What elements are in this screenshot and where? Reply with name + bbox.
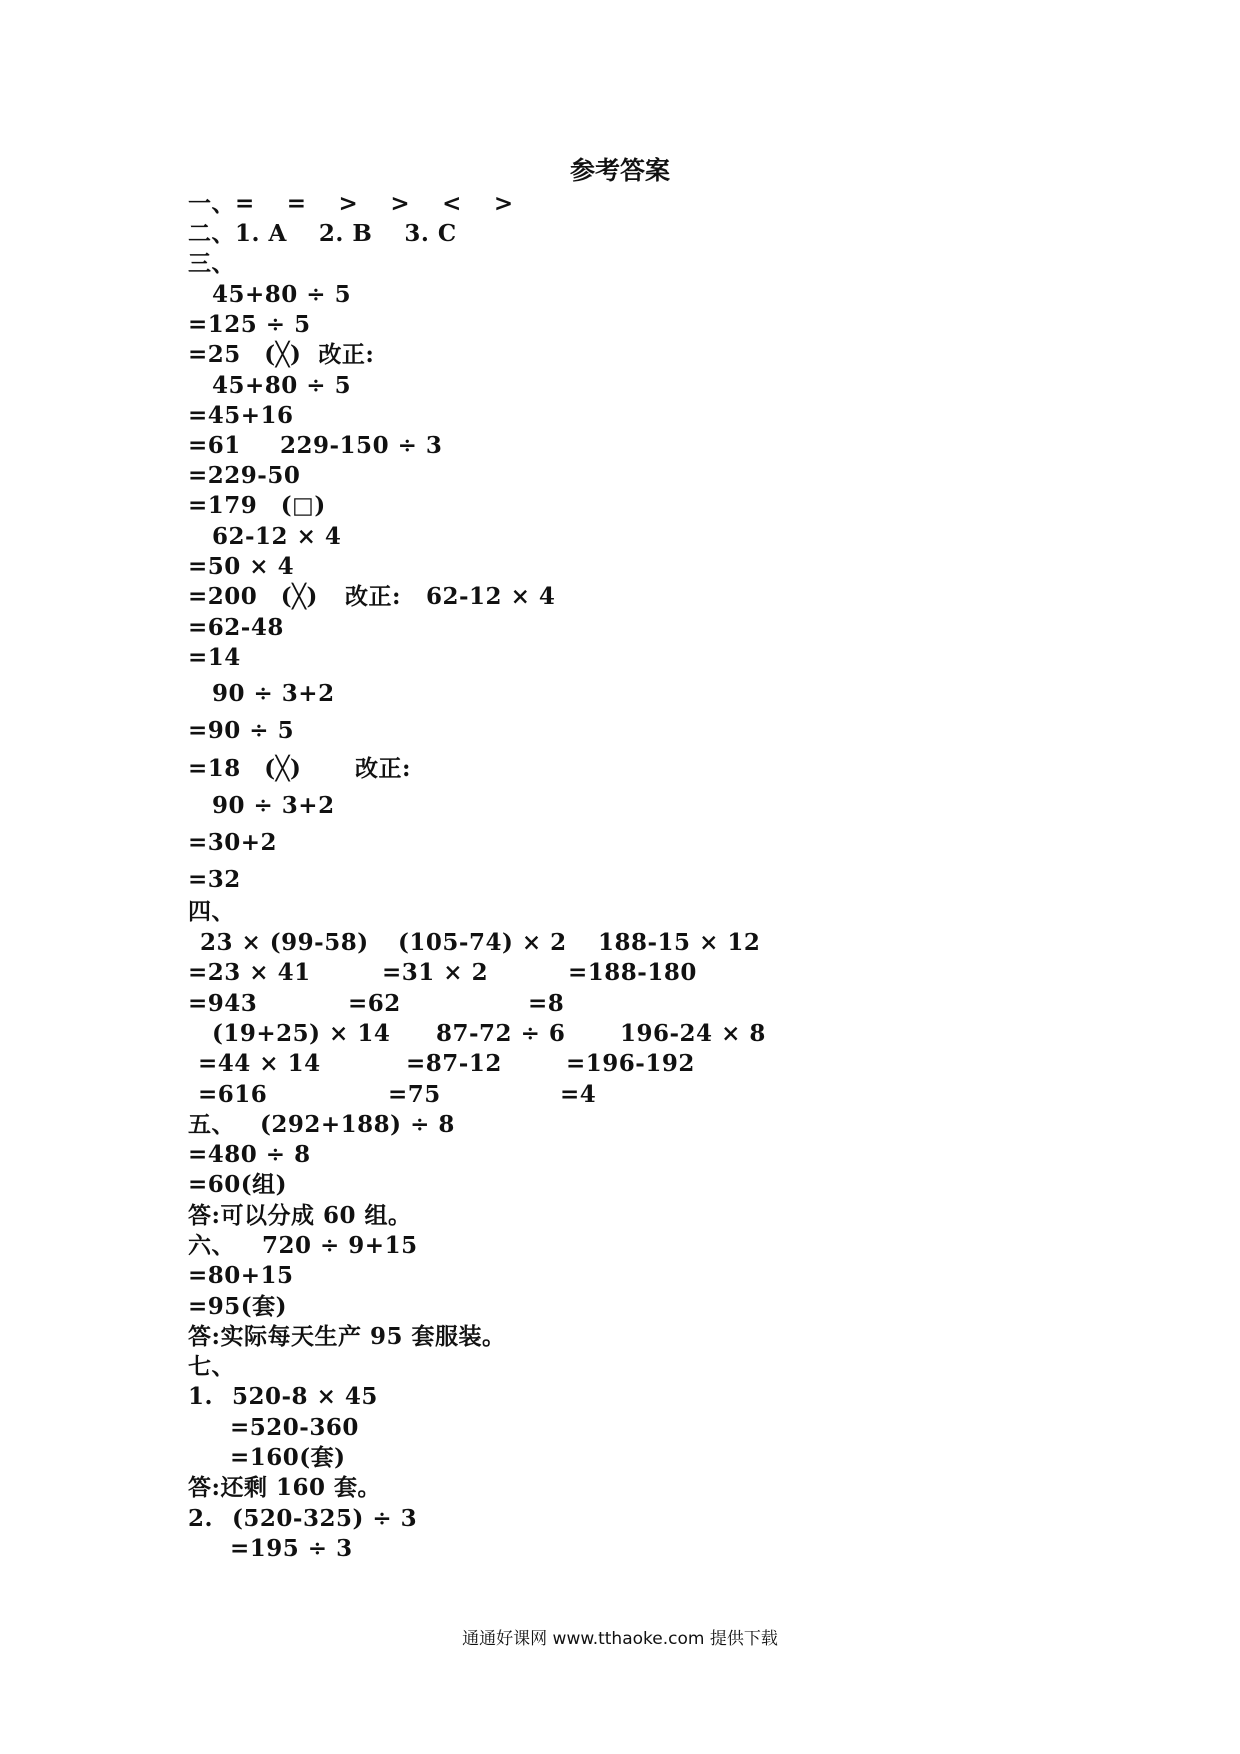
section-heading: 三、 xyxy=(188,250,235,277)
answer-line: 答:还剩 160 套。 xyxy=(188,1474,382,1501)
answer-line: 1. xyxy=(188,1383,214,1410)
answer-line: 62-12 × 4 xyxy=(426,583,556,610)
page-title: 参考答案 xyxy=(569,156,670,185)
answer-line: 90 ÷ 3+2 xyxy=(212,792,335,819)
answer-line: =90 ÷ 5 xyxy=(188,717,295,744)
answer-line: =14 xyxy=(188,644,241,671)
answer-line: =31 × 2 xyxy=(382,959,489,986)
answer-line: 62-12 × 4 xyxy=(212,523,342,550)
answer-line: =125 ÷ 5 xyxy=(188,311,311,338)
answer-line: (105-74) × 2 xyxy=(398,929,567,956)
answer-line: =45+16 xyxy=(188,402,294,429)
answer-line: =30+2 xyxy=(188,829,278,856)
answer-line: 23 × (99-58) xyxy=(200,929,369,956)
answer-line: =44 × 14 xyxy=(198,1050,321,1077)
answer-line: =196-192 xyxy=(566,1050,695,1077)
answer-line: =80+15 xyxy=(188,1262,294,1289)
answer-line: =32 xyxy=(188,866,241,893)
answer-line: =188-180 xyxy=(568,959,697,986)
answer-line: =87-12 xyxy=(406,1050,502,1077)
answer-line: =75 xyxy=(388,1081,441,1108)
answer-line: =60(组) xyxy=(188,1171,288,1198)
section-heading: 七、 xyxy=(188,1353,235,1380)
answer-line: 188-15 × 12 xyxy=(598,929,761,956)
answer-line: 改正: xyxy=(345,583,401,610)
answer-line: 196-24 × 8 xyxy=(620,1020,766,1047)
footer-text: 通通好课网 www.tthaoke.com 提供下载 xyxy=(462,1629,778,1649)
answer-line: =50 × 4 xyxy=(188,553,295,580)
answer-line: =95(套) xyxy=(188,1293,288,1320)
answer-line: 45+80 ÷ 5 xyxy=(212,281,352,308)
answer-line: 229-150 ÷ 3 xyxy=(280,432,443,459)
answer-line: =229-50 xyxy=(188,462,301,489)
answer-line: =520-360 xyxy=(230,1414,359,1441)
answer-line: 90 ÷ 3+2 xyxy=(212,680,335,707)
answer-line: =200 (╳) xyxy=(188,583,318,610)
answer-line: 2. xyxy=(188,1505,214,1532)
answer-line: 87-72 ÷ 6 xyxy=(436,1020,566,1047)
answer-line: 一、= = > > < > xyxy=(188,190,514,217)
answer-line: (292+188) ÷ 8 xyxy=(260,1111,455,1138)
answer-line: 520-8 × 45 xyxy=(232,1383,378,1410)
answer-line: =23 × 41 xyxy=(188,959,311,986)
section-heading: 四、 xyxy=(188,898,235,925)
answer-line: 二、1. A 2. B 3. C xyxy=(188,220,457,247)
answer-line: =160(套) xyxy=(230,1444,346,1471)
answer-line: 改正: xyxy=(355,755,411,782)
answer-line: 答:实际每天生产 95 套服装。 xyxy=(188,1323,506,1350)
answer-line: (520-325) ÷ 3 xyxy=(232,1505,418,1532)
answer-line: =61 xyxy=(188,432,241,459)
answer-line: =943 xyxy=(188,990,258,1017)
answer-line: =8 xyxy=(528,990,565,1017)
answer-line: =195 ÷ 3 xyxy=(230,1535,353,1562)
answer-line: =25 (╳) 改正: xyxy=(188,341,375,368)
answer-line: =616 xyxy=(198,1081,268,1108)
answer-line: =4 xyxy=(560,1081,597,1108)
answer-line: 720 ÷ 9+15 xyxy=(262,1232,418,1259)
answer-line: 45+80 ÷ 5 xyxy=(212,372,352,399)
answer-line: (19+25) × 14 xyxy=(212,1020,391,1047)
answer-line: =62-48 xyxy=(188,614,284,641)
answer-line: 答:可以分成 60 组。 xyxy=(188,1202,412,1229)
answer-line: =179 (□) xyxy=(188,492,326,519)
answer-line: =480 ÷ 8 xyxy=(188,1141,311,1168)
answer-line: =18 (╳) xyxy=(188,755,302,782)
section-heading: 五、 xyxy=(188,1111,235,1138)
answer-line: =62 xyxy=(348,990,401,1017)
section-heading: 六、 xyxy=(188,1232,235,1259)
